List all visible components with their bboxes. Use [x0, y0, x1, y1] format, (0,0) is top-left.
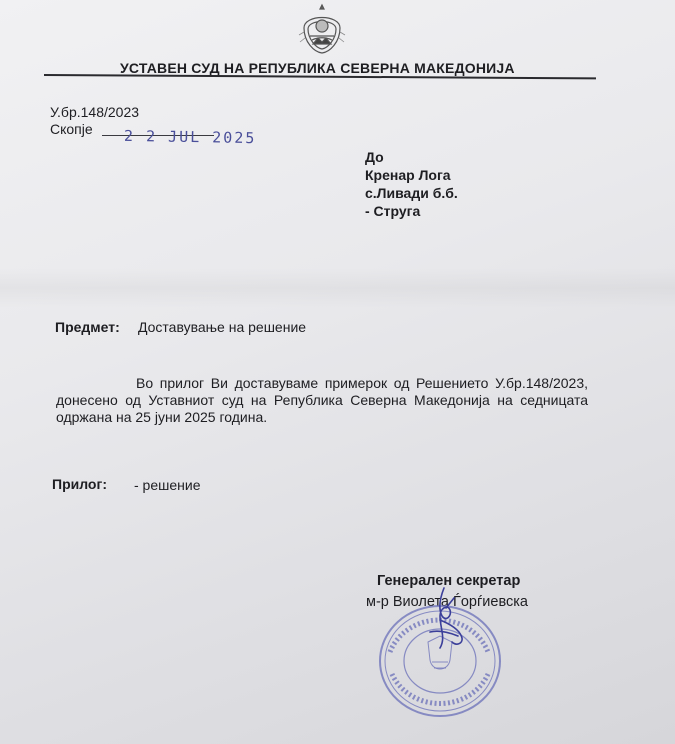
signatory-title: Генерален секретар	[377, 573, 521, 589]
attachment-value: - решение	[134, 477, 201, 493]
letter-body	[56, 375, 588, 426]
attachment-label: Прилог:	[52, 476, 107, 492]
recipient-address	[365, 148, 458, 220]
recipient-line: - Струга	[365, 203, 421, 219]
recipient-line: Кренар Лога	[365, 167, 451, 183]
subject-value: Доставување на решение	[138, 319, 307, 335]
reference-city: Скопје	[50, 121, 93, 137]
reference-number: У.бр.148/2023	[50, 104, 140, 120]
subject-label: Предмет:	[55, 319, 120, 335]
coat-of-arms-icon	[296, 2, 348, 56]
recipient-line: с.Ливади б.б.	[365, 185, 458, 201]
paper-fold-shadow	[0, 268, 675, 308]
signatory-name: м-р Виолета Ѓорѓиевска	[366, 594, 528, 610]
handwritten-signature-icon	[400, 586, 490, 666]
body-paragraph: Во прилог Ви доставуваме примерок од Решението У.бр.148/2023, донесено од Уставниот суд на Република Северна Македонија на седницата одржана на 25 јуни 2025 година.	[56, 375, 588, 425]
date-stamp: 2 2 JUL 2025	[123, 126, 257, 148]
court-name-heading: УСТАВЕН СУД НА РЕПУБЛИКА СЕВЕРНА МАКЕДОНИЈА	[120, 60, 515, 76]
recipient-line: До	[365, 149, 384, 165]
